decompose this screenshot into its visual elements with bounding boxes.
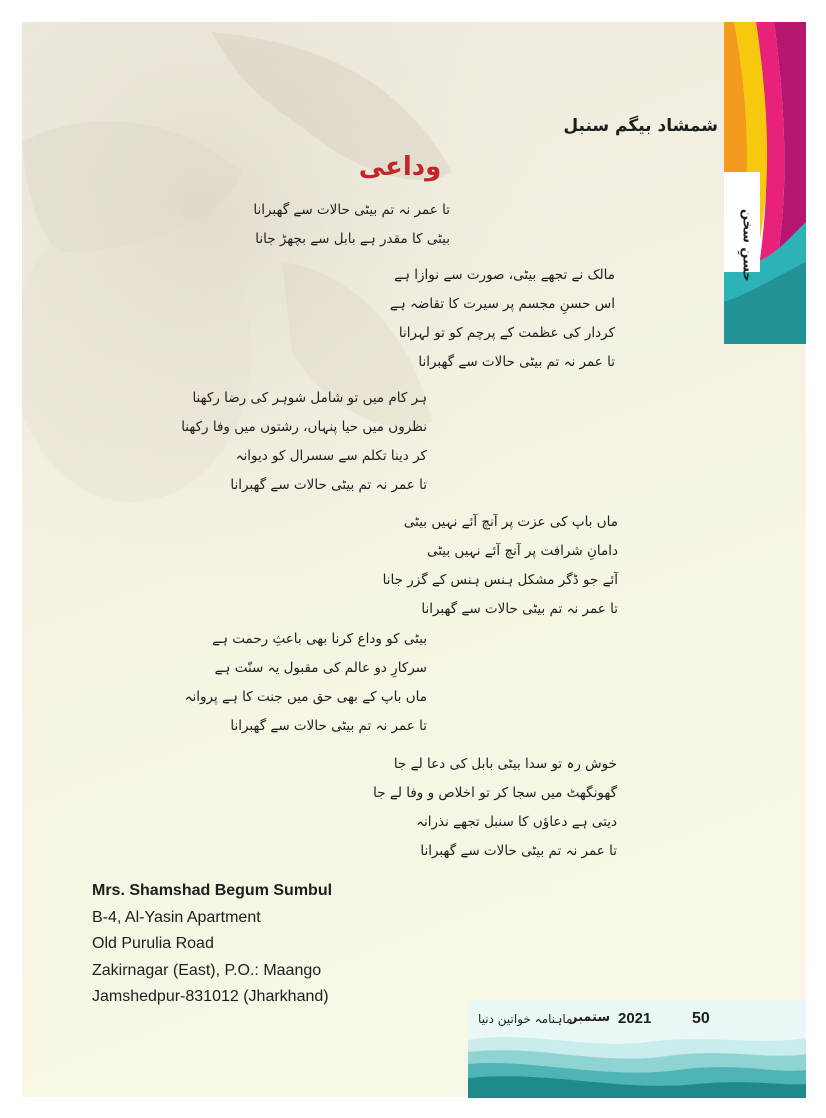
address-line: Old Purulia Road xyxy=(92,935,214,952)
verse-line: تا عمر نہ تم بیٹی حالات سے گھبرانا xyxy=(420,843,617,859)
verse-line: تا عمر نہ تم بیٹی حالات سے گھبرانا xyxy=(418,354,615,370)
issue-year: 2021 xyxy=(618,1010,652,1027)
verse-line: اس حسنِ مجسم پر سیرت کا تقاضہ ہے xyxy=(389,296,615,312)
verse-line: ماں باپ کے بھی حق میں جنت کا ہے پروانہ xyxy=(184,689,427,705)
issue-month: ستمبر xyxy=(570,1010,611,1025)
verse-line: بیٹی کا مقدر ہے بابل سے بچھڑ جانا xyxy=(255,231,450,247)
page-number: 50 xyxy=(692,1010,710,1027)
address-name: Mrs. Shamshad Begum Sumbul xyxy=(92,882,333,899)
verse-line: تا عمر نہ تم بیٹی حالات سے گھبرانا xyxy=(230,477,427,493)
verse-line: دامانِ شرافت پر آنچ آئے نہیں بیٹی xyxy=(426,543,618,559)
poet-name: شمشاد بیگم سنبل xyxy=(563,116,718,136)
stanza xyxy=(382,508,618,624)
verse-line: آئے جو ڈگر مشکل ہنس ہنس کے گزر جانا xyxy=(382,572,618,588)
verse-line: سرکارِ دو عالم کی مقبول یہ سنّت ہے xyxy=(214,660,427,676)
address-line: B-4, Al-Yasin Apartment xyxy=(92,908,261,926)
stanza xyxy=(181,384,427,500)
stanza xyxy=(253,196,450,254)
verse-line: ہر کام میں تو شامل شوہر کی رضا رکھنا xyxy=(192,390,427,406)
address-line: Zakirnagar (East), P.O.: Maango xyxy=(92,961,322,979)
section-label-text: حسنِ سخن xyxy=(739,208,755,282)
verse-line: تا عمر نہ تم بیٹی حالات سے گھبرانا xyxy=(230,718,427,734)
verse-line: نظروں میں حیا پنہاں، رشتوں میں وفا رکھنا xyxy=(181,419,427,435)
verse-line: تا عمر نہ تم بیٹی حالات سے گھبرانا xyxy=(253,202,450,218)
poem-title: وداعی xyxy=(358,152,442,182)
verse-line: گھونگھٹ میں سجا کر تو اخلاص و وفا لے جا xyxy=(373,785,617,801)
stanza xyxy=(373,750,617,866)
magazine-name: ماہنامہ خواتین دنیا xyxy=(478,1012,573,1026)
verse-line: ماں باپ کی عزت پر آنچ آئے نہیں بیٹی xyxy=(403,514,618,530)
verse-line: کر دینا تکلم سے سسرال کو دیوانہ xyxy=(235,448,427,464)
poet-address xyxy=(92,878,332,1011)
verse-line: خوش رہ تو سدا بیٹی بابل کی دعا لے جا xyxy=(393,756,617,772)
verse-line: تا عمر نہ تم بیٹی حالات سے گھبرانا xyxy=(421,601,618,617)
stanza xyxy=(184,625,427,741)
address-line: Jamshedpur-831012 (Jharkhand) xyxy=(92,988,329,1005)
verse-line: دیتی ہے دعاؤں کا سنبل تجھے نذرانہ xyxy=(416,814,617,830)
section-label xyxy=(736,180,758,310)
stanza xyxy=(389,261,615,377)
verse-line: مالک نے تجھے بیٹی، صورت سے نوازا ہے xyxy=(394,267,615,283)
verse-line: کردار کی عظمت کے پرچم کو تو لہرانا xyxy=(398,325,615,341)
verse-line: بیٹی کو وداع کرنا بھی باعثِ رحمت ہے xyxy=(212,631,427,647)
